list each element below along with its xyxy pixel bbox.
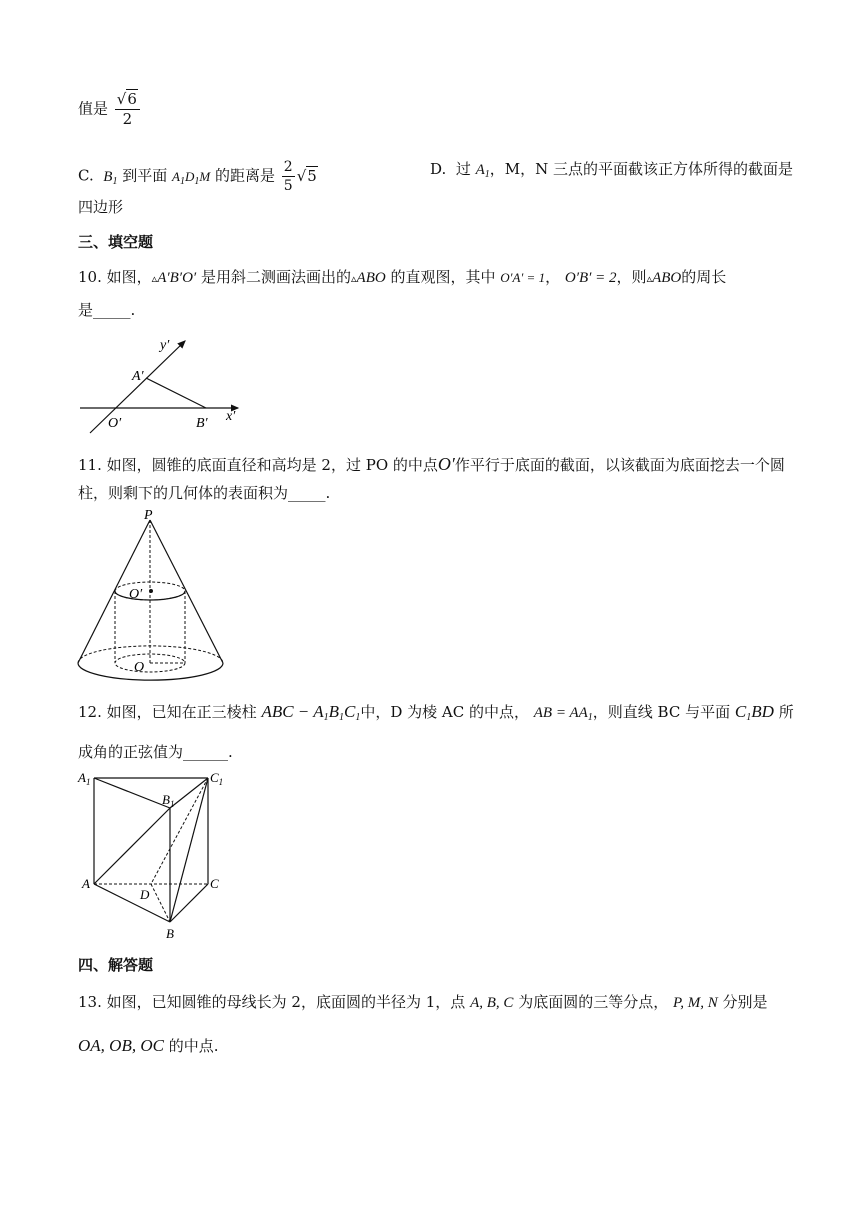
- fig-label-o: O: [134, 660, 145, 675]
- option-c-text2: 的距离是: [214, 166, 275, 185]
- fig-label-o1: O′: [129, 587, 143, 602]
- q13-text-rest: 的中点.: [168, 1037, 219, 1055]
- q13-segments: OA, OB, OC: [78, 1036, 164, 1055]
- fig-label-a: A: [82, 876, 90, 891]
- fig-label-b: B′: [196, 416, 208, 431]
- cone-right-side: [150, 520, 223, 663]
- q10-text-b: 是用斜二测画法画出的: [200, 268, 351, 286]
- frac-den: 2: [122, 110, 133, 128]
- fig-label-d: D: [140, 887, 150, 902]
- option-c-frac-num: 2: [283, 159, 293, 175]
- q12-text-d: 所: [778, 703, 794, 721]
- option-c: C. $B_1$ 到平面 $A_1D_1M$ 的距离是 $\frac{2}{5}$ √5: [78, 159, 317, 194]
- option-c-label: C.: [78, 166, 94, 185]
- q10-text-e: 的周长: [681, 268, 727, 286]
- fig-label-y: y′: [160, 338, 170, 353]
- edge-a1b1: [94, 778, 170, 808]
- option-d-label: D.: [430, 160, 447, 178]
- segment-ab: [146, 378, 206, 408]
- fig-label-b1: $B_1$: [162, 792, 175, 809]
- q13-num: 13.: [78, 993, 102, 1011]
- q10-cond2: O′B′ = 2: [564, 270, 617, 286]
- option-d: D. 过 $A_1$，M，N 三点的平面截该正方体所得的截面是: [430, 160, 794, 180]
- q11-num: 11.: [78, 456, 102, 474]
- q12-text-a: 如图，已知在正三棱柱: [106, 703, 257, 721]
- q12-text-c: ，则直线 BC 与平面: [592, 703, 731, 721]
- fig-label-x: x′: [226, 409, 236, 424]
- q13-text-b: 为底面圆的三等分点，: [518, 993, 669, 1011]
- edge-db: [151, 884, 170, 922]
- option-c-frac-den: 5: [283, 178, 293, 194]
- q9-tail-line: [78, 92, 142, 127]
- option-d-text1: 过: [455, 160, 471, 178]
- q13-line2: [78, 1037, 219, 1054]
- option-c-sqrt: 5: [307, 166, 317, 185]
- sqrt6-over-2: $\frac{√6}{2}$: [115, 92, 140, 127]
- edge-ab1: [94, 808, 170, 884]
- q10-num: 10.: [78, 268, 102, 286]
- edge-c1b: [170, 778, 208, 922]
- q10-figure: [78, 335, 248, 435]
- frac-num: 6: [127, 90, 137, 108]
- fig-label-a: A′: [132, 369, 144, 384]
- q10-text-c: 的直观图，其中: [390, 268, 496, 286]
- q10-text-d: ，则: [616, 268, 647, 286]
- fig-label-a1: $A_1$: [78, 770, 91, 787]
- q12-figure: [76, 766, 236, 946]
- q13-text-a: 如图，已知圆锥的母线长为 2，底面圆的半径为 1，点: [106, 993, 466, 1011]
- center-dot: [149, 589, 153, 593]
- q12-line1: 12. 如图，已知在正三棱柱 ABC − $A_1B_1C_1$中，D 为棱 AC 的中点， AB = $AA_1$，则直线 BC 与平面 $C_1BD$ 所: [78, 702, 794, 723]
- q9-prefix: 值是: [78, 99, 109, 118]
- option-d-text2: ，M，N 三点的平面截该正方体所得的截面是: [489, 160, 794, 178]
- fig-label-b: B: [166, 926, 174, 941]
- q13-line1: [78, 995, 768, 1011]
- option-d-wrap: 四边形: [78, 198, 124, 216]
- edge-b1c1: [170, 778, 208, 808]
- edge-ab: [94, 884, 170, 922]
- q10-line2: 是_____.: [78, 301, 136, 319]
- q13-points1: A, B, C: [470, 995, 514, 1011]
- q10-text-a: 如图，: [106, 268, 152, 286]
- fig-label-o: O′: [108, 416, 122, 431]
- q13-points2: P, M, N: [672, 995, 718, 1011]
- q11-text-a: 如图，圆锥的底面直径和高均是 2，过 PO 的中点: [106, 456, 438, 474]
- option-c-text1: 到平面: [122, 166, 168, 185]
- q10-line1: 10. 如图，▵A′B′O′ 是用斜二测画法画出的▵ABO 的直观图，其中 O′A′ = 1， O′B′ = 2，则▵ABO的周长: [78, 268, 727, 286]
- edge-c1d: [151, 778, 208, 884]
- edge-bc: [170, 884, 208, 922]
- option-c-frac: [282, 160, 295, 193]
- fig-label-c: C: [210, 876, 219, 891]
- q13-text-c: 分别是: [722, 993, 768, 1011]
- q12-num: 12.: [78, 703, 102, 721]
- section-3-title: 三、填空题: [78, 233, 154, 251]
- q12-line2: 成角的正弦值为______.: [78, 743, 233, 761]
- fig-label-p: P: [144, 508, 153, 523]
- q11-text-b: 作平行于底面的截面，以该截面为底面挖去一个圆: [454, 456, 785, 474]
- q11-line2: 柱，则剩下的几何体的表面积为_____.: [78, 484, 331, 502]
- q11-figure: [70, 505, 235, 690]
- q12-text-b: 中，D 为棱 AC 的中点，: [360, 703, 529, 721]
- fig-label-c1: $C_1$: [210, 770, 224, 787]
- section-4-title: 四、解答题: [78, 956, 154, 974]
- q11-line1: 11. 如图，圆锥的底面直径和高均是 2，过 PO 的中点O′作平行于底面的截面，以该截面为底面挖去一个圆: [78, 454, 785, 474]
- q10-cond1: O′A′ = 1: [500, 270, 546, 285]
- y-axis: [90, 341, 185, 433]
